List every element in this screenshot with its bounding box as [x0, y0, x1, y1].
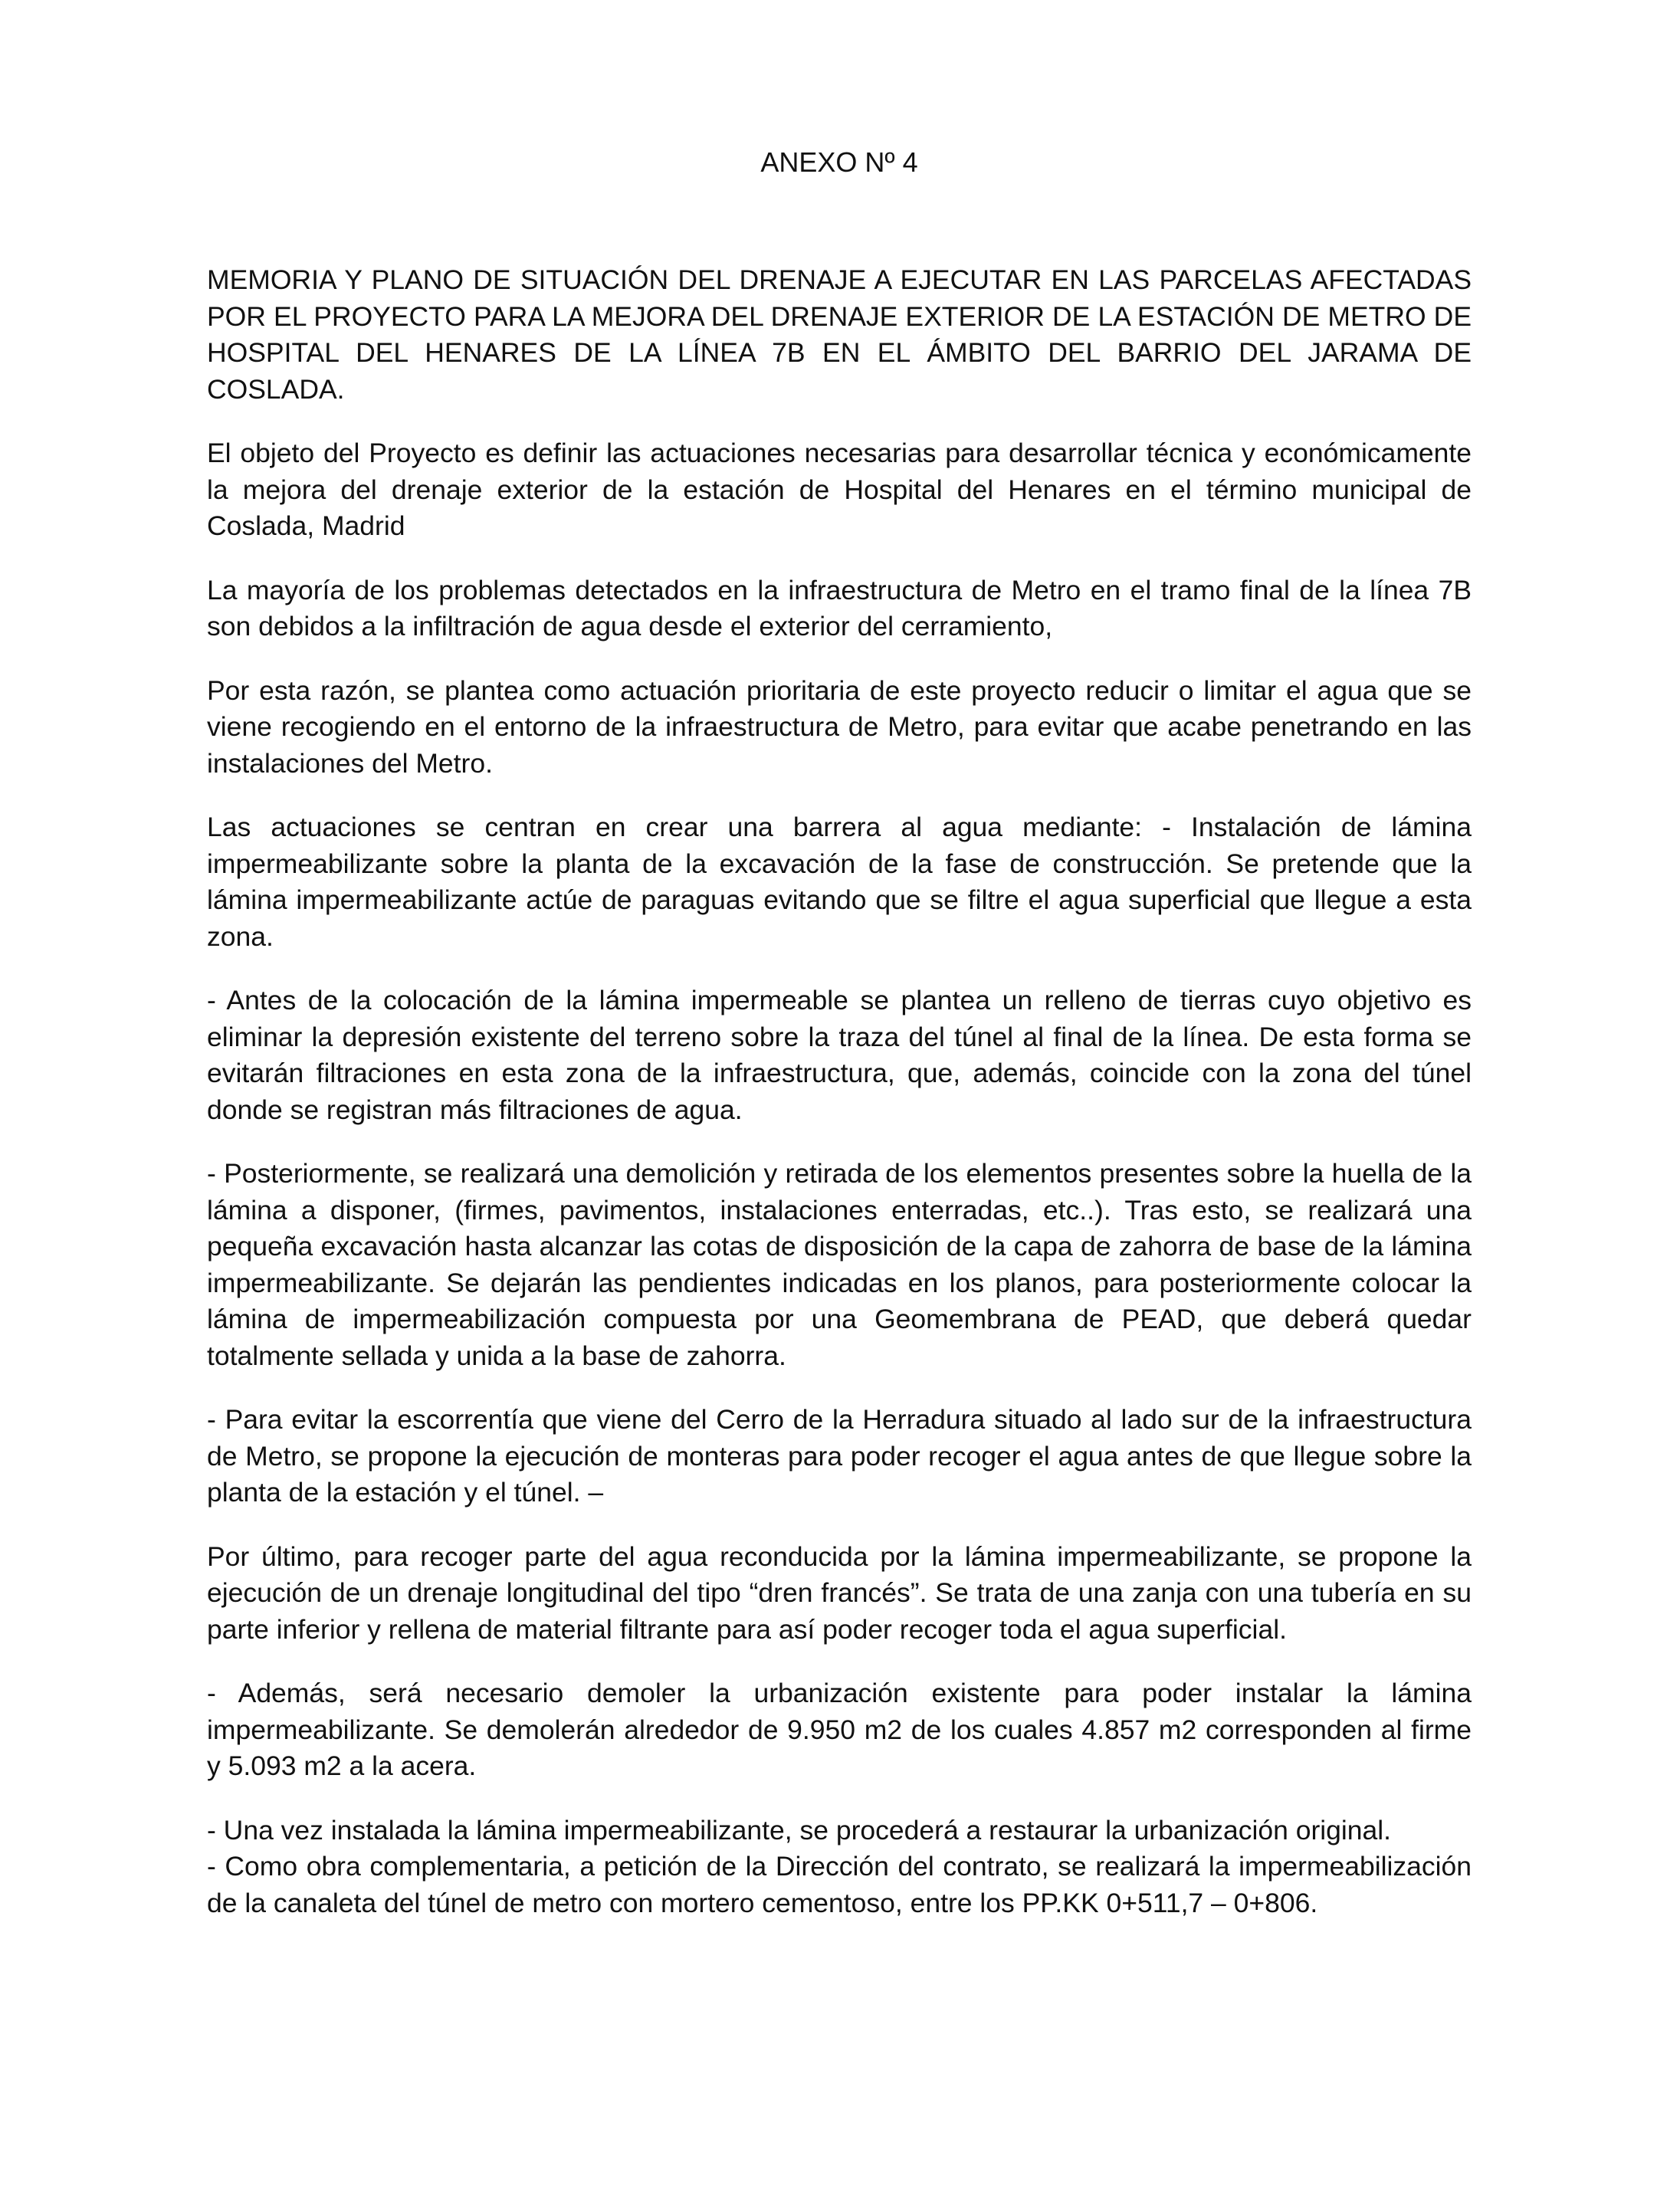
paragraph-restaurar: - Una vez instalada la lámina impermeabilizante, se procederá a restaurar la urbanización original.	[207, 1814, 1392, 1846]
document-title: ANEXO Nº 4	[760, 146, 918, 178]
paragraph-objeto: El objeto del Proyecto es definir las actuaciones necesarias para desarrollar técnica y económicamente la mejora del drenaje exterior de la estación de Hospital del Henares en el término municipal de Coslada, Madrid	[207, 438, 1472, 541]
document-heading: MEMORIA Y PLANO DE SITUACIÓN DEL DRENAJE A EJECUTAR EN LAS PARCELAS AFECTADAS POR EL PROYECTO PARA LA MEJORA DEL DRENAJE EXTERIOR DE LA ESTACIÓN DE METRO DE HOSPITAL DEL HENARES DE LA LÍNEA 7B EN EL ÁMBITO DEL BARRIO DEL JARAMA DE COSLADA.	[207, 264, 1472, 405]
paragraph-urbanizacion: - Además, será necesario demoler la urbanización existente para poder instalar la lámina impermeabilizante. Se demolerán alrededor de 9.950 m2 de los cuales 4.857 m2 corresponden al firme y 5.093 m2 a la acera.	[207, 1678, 1472, 1781]
paragraph-relleno: - Antes de la colocación de la lámina impermeable se plantea un relleno de tierras cuyo objetivo es eliminar la depresión existente del terreno sobre la traza del túnel al final de la línea. De esta forma se evitarán filtraciones en esta zona de la infraestructura, que, además, coincide con la zona del túnel donde se registran más filtraciones de agua.	[207, 985, 1472, 1125]
paragraph-demolicion: - Posteriormente, se realizará una demolición y retirada de los elementos presentes sobre la huella de la lámina a disponer, (firmes, pavimentos, instalaciones enterradas, etc..). Tras esto, se realizará una pequeña excavación hasta alcanzar las cotas de disposición de la capa de zahorra de base de la lámina impermeabilizante. Se dejarán las pendientes indicadas en los planos, para posteriormente colocar la lámina de impermeabilización compuesta por una Geomembrana de PEAD, que deberá quedar totalmente sellada y unida a la base de zahorra.	[207, 1158, 1472, 1371]
paragraph-actuaciones: Las actuaciones se centran en crear una barrera al agua mediante: - Instalación de lámina impermeabilizante sobre la planta de la excavación de la fase de construcción. Se pretende que la lámina impermeabilizante actúe de paraguas evitando que se filtre el agua superficial que llegue a esta zona.	[207, 812, 1472, 952]
document-page	[207, 146, 1472, 1921]
paragraph-problemas: La mayoría de los problemas detectados en la infraestructura de Metro en el tramo final de la línea 7B son debidos a la infiltración de agua desde el exterior del cerramiento,	[207, 574, 1472, 641]
paragraph-razon: Por esta razón, se plantea como actuación prioritaria de este proyecto reducir o limitar el agua que se viene recogiendo en el entorno de la infraestructura de Metro, para evitar que acabe penetrando en las instalaciones del Metro.	[207, 674, 1472, 779]
paragraph-dren-frances: Por último, para recoger parte del agua reconducida por la lámina impermeabilizante, se propone la ejecución de un drenaje longitudinal del tipo “dren francés”. Se trata de una zanja con una tubería en su parte inferior y rellena de material filtrante para así poder recoger toda el agua superficial.	[207, 1540, 1472, 1645]
paragraph-obra-complementaria: - Como obra complementaria, a petición de la Dirección del contrato, se realizará la impermeabilización de la canaleta del túnel de metro con mortero cementoso, entre los PP.KK 0+511,7 – 0+806.	[207, 1851, 1472, 1918]
paragraph-escorrentia: - Para evitar la escorrentía que viene del Cerro de la Herradura situado al lado sur de la infraestructura de Metro, se propone la ejecución de monteras para poder recoger el agua antes de que llegue sobre la planta de la estación y el túnel. –	[207, 1404, 1472, 1508]
